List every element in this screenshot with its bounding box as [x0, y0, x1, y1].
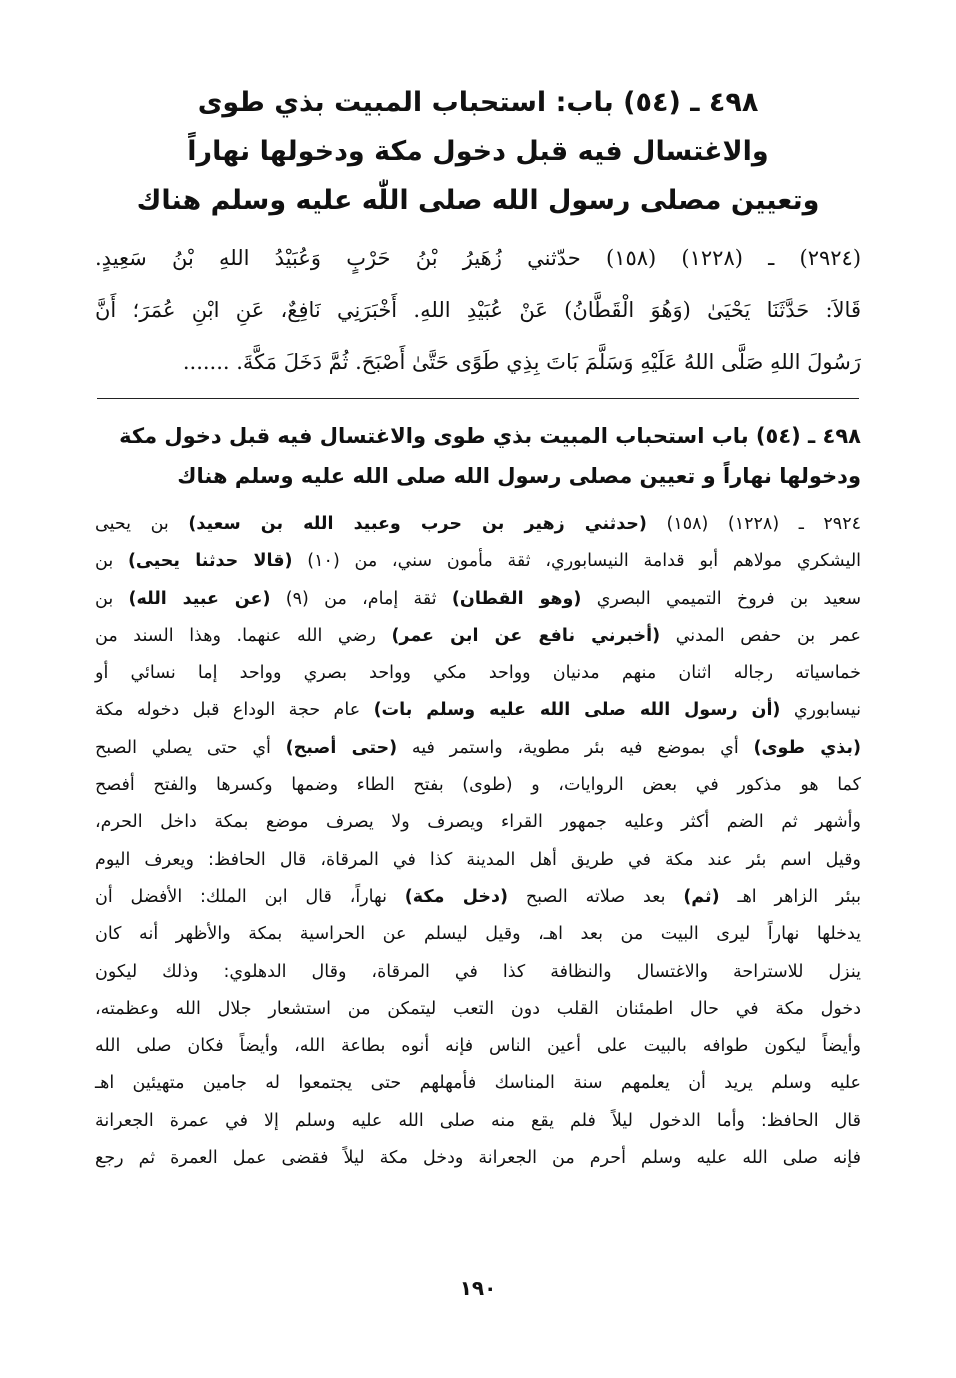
commentary-segment: خماسياته رجاله اثنان منهم مدنيان وواحد مكي وواحد بصري وواحد إما نسائي أو: [95, 663, 861, 684]
commentary-segment: عام حجة الوداع قبل دخوله مكة: [95, 700, 374, 721]
quoted-matn-segment: (وهو القطان): [451, 588, 582, 609]
commentary-segment: بن يحيى: [95, 514, 189, 534]
section-divider: [97, 398, 859, 399]
hadith-line: (٢٩٢٤) ـ (١٢٢٨) (١٥٨) حدّثني زُهَيرُ بْنُ حَرْبٍ وَعُبَيْدُ اللهِ بْنُ سَعِيدٍ.: [95, 246, 862, 270]
commentary-line: [95, 618, 861, 655]
commentary-line: [95, 1028, 861, 1065]
commentary-segment: عليه وسلم يريد أن يعلمهم سنة المناسك فأمهلهم حتى يجتمعوا له جامين متهيئين اهـ: [95, 1073, 861, 1094]
commentary-line: [95, 879, 861, 916]
commentary-line: [95, 692, 861, 729]
commentary-segment: سعيد بن فروخ التميمي البصري: [581, 588, 862, 609]
commentary-segment: بعد صلاته الصبح: [507, 886, 684, 907]
commentary-segment: عمر بن حفص المدني: [660, 625, 861, 646]
main-heading-line: والاغتسال فيه قبل دخول مكة ودخولها نهاراً: [187, 136, 769, 167]
quoted-matn-segment: (دخل مكة): [404, 886, 508, 907]
commentary-segment: بن: [95, 551, 128, 572]
commentary-line: [95, 506, 861, 543]
commentary-segment: أي حتى يصلي الصبح: [95, 737, 286, 758]
commentary-line: [95, 842, 861, 879]
hadith-text: [95, 232, 861, 388]
commentary-segment: دخول مكة في حال اطمئنان القلب دون التعب ليتمكن من استشعار جلال الله وعظمته،: [95, 998, 861, 1019]
commentary-heading-line: ودخولها نهاراً و تعيين مصلى رسول الله صلى الله عليه وسلم هناك: [177, 464, 861, 488]
main-heading-line: وتعيين مصلى رسول الله صلى اللّٰه عليه وسلم هناك: [136, 185, 820, 216]
commentary-line: [95, 991, 861, 1028]
commentary-segment: بن: [95, 588, 129, 609]
commentary-segment: ببئر الزاهر اهـ: [719, 886, 861, 907]
commentary-line: [95, 767, 861, 804]
main-heading: [120, 78, 836, 225]
commentary-segment: ثقة إمام، من (٩): [270, 588, 452, 609]
commentary-line: [95, 916, 861, 953]
quoted-matn-segment: (حتى أصبح): [285, 737, 398, 758]
commentary-heading: [120, 416, 861, 496]
commentary-segment: رضي الله عنهما. وهذا السند من: [95, 625, 392, 646]
commentary-heading-line: ٤٩٨ ـ (٥٤) باب استحباب المبيت بذي طوى والاغتسال فيه قبل دخول مكة: [119, 424, 861, 448]
commentary-segment: فإنه صلى الله عليه وسلم أحرم من الجعرانة ودخل مكة ليلاً فقضى عمل العمرة ثم رجع: [95, 1148, 861, 1169]
commentary-segment: كما هو مذكور في بعض الروايات، و (طوى) بفتح الطاء وضمها وكسرها والفتح أفصح: [95, 775, 861, 796]
commentary-segment: ٢٩٢٤ ـ (١٢٢٨) (١٥٨): [646, 514, 862, 534]
commentary-line: [95, 1065, 861, 1102]
commentary-line: [95, 730, 861, 767]
page-number: ١٩٠: [459, 1276, 497, 1300]
quoted-matn-segment: (حدثني زهير بن حرب وعبيد الله بن سعيد): [188, 514, 647, 534]
commentary-segment: يدخلها نهاراً ليرى البيت من بعد اهـ، وقيل ليسلم عن الحراسية بمكة والأظهر أنه كان: [95, 924, 861, 945]
commentary-line: [95, 655, 861, 692]
commentary-segment: أي بموضع فيه بئر مطوية، واستمر فيه: [397, 737, 754, 758]
quoted-matn-segment: (ثم): [683, 886, 720, 907]
commentary-line: [95, 954, 861, 991]
commentary-line: [95, 804, 861, 841]
hadith-line: قَالاَ: حَدَّثَنَا يَحْيَىٰ (وَهُوَ الْقَطَّانُ) عَنْ عُبَيْدِ اللهِ. أَخْبَرَنِي نَافِعٌ، عَنِ ابْنِ عُمَرَ؛ أَنَّ: [95, 298, 861, 322]
quoted-matn-segment: (قالا حدثنا يحيى): [127, 551, 293, 572]
commentary-segment: وأشهر ثم الضم أكثر وعليه جمهور القراء ويصرف ولا يصرف موضع بمكة داخل الحرم،: [95, 812, 861, 833]
commentary-text: [95, 506, 861, 1177]
commentary-line: [95, 543, 861, 580]
hadith-line: رَسُولَ اللهِ صَلَّى اللهُ عَلَيْهِ وَسَلَّمَ بَاتَ بِذِي طَوًى حَتَّىٰ أَصْبَحَ. ثُمَّ دَخَلَ مَكَّةَ. .......: [182, 350, 861, 374]
quoted-matn-segment: (عن عبيد الله): [128, 588, 271, 609]
quoted-matn-segment: (أن رسول الله صلى الله عليه وسلم بات): [373, 700, 781, 721]
commentary-segment: نيسابوري: [780, 700, 861, 721]
commentary-line: [95, 581, 861, 618]
commentary-segment: ينزل للاستراحة والاغتسال والنظافة كذا في المرقاة، وقال الدهلوي: وذلك ليكون: [95, 961, 861, 982]
commentary-segment: اليشكري مولاهم أبو قدامة النيسابوري، ثقة مأمون سني، من (١٠): [292, 551, 862, 572]
commentary-segment: نهاراً، قال ابن الملك: الأفضل أن: [95, 886, 405, 907]
quoted-matn-segment: (أخبرني نافع عن ابن عمر): [391, 625, 661, 646]
commentary-segment: وقيل اسم بئر عند مكة في طريق أهل المدينة كذا في المرقاة، قال الحافظ: ويعرف اليوم: [95, 849, 861, 870]
commentary-segment: وأيضاً ليكون طوافه بالبيت على أعين الناس فإنه أنوه بطاعة الله، وأيضاً فكان صلى الله: [95, 1036, 861, 1057]
quoted-matn-segment: (بذي طوى): [753, 737, 861, 758]
commentary-line: [95, 1140, 861, 1177]
commentary-segment: قال الحافظ: وأما الدخول ليلاً فلم يقع منه صلى الله عليه وسلم إلا في عمرة الجعرانة: [95, 1110, 861, 1131]
main-heading-line: ٤٩٨ ـ (٥٤) باب: استحباب المبيت بذي طوى: [197, 87, 759, 118]
commentary-line: [95, 1103, 861, 1140]
